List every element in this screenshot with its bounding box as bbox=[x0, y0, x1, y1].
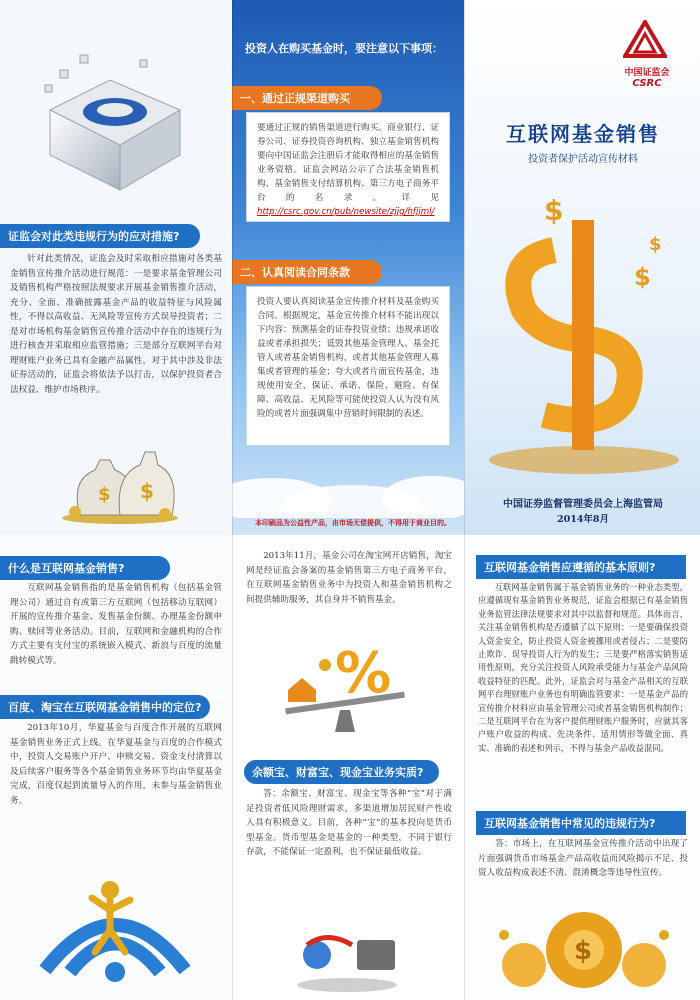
baidu-text: 2013年10月，华夏基金与百度合作开展的互联网基金销售业务正式上线。在华夏基金与百度的合作模式中，投资人交易账户开户、申赎交易、资金支付清算以及后续客户服务等各个基金销售业务环节均由华夏基金完成，百度仅起到流量导入的作用，未参与基金销售业务。 bbox=[10, 723, 222, 806]
gear-figures-graphic bbox=[484, 905, 684, 995]
public-welfare-note: 本印刷品为公益性产品，由市场无偿提供，不得用于商业目的。 bbox=[255, 519, 451, 527]
panel-investor-notes bbox=[232, 0, 464, 535]
cover-title: 互联网基金销售 bbox=[506, 122, 660, 146]
section1-heading: 一、通过正规渠道购买 bbox=[232, 86, 382, 110]
baidu-heading: 百度、淘宝在互联网基金销售中的定位? bbox=[0, 695, 210, 719]
cube-cluster-graphic bbox=[30, 40, 190, 200]
cover-subtitle: 投资者保护活动宣传材料 bbox=[528, 154, 638, 165]
yuebao-text: 答：余额宝、财富宝、现金宝等各种“宝”对于满足投资者低风险理财需求，多渠道增加居民财产性收入具有积极意义。目前，各种“宝”的基本投向是货币型基金。货币型基金是基金的一种类型，不同于银行存款，不能保证一定盈利，也不保证最低收益。 bbox=[246, 789, 452, 857]
globe-money-graphic bbox=[287, 915, 407, 995]
money-bags-graphic bbox=[60, 430, 180, 525]
logo-text-cn: 中国证监会 bbox=[624, 68, 670, 78]
what-text: 互联网基金销售指的是基金销售机构（包括基金管理公司）通过自有或第三方互联网（包括移动互联网）开展的宣传推介基金、发售基金份额、办理基金份额申购、赎回等业务活动。目前，互联网和金融机构的合作方式主要有支付宝的系统嵌入模式、新浪与百度的流量跳转模式等。 bbox=[10, 583, 222, 666]
section1-text: 要通过正规的销售渠道进行购买。商业银行、证券公司、证券投资咨询机构、独立基金销售机构要向中国证监会注册后才能取得相应的基金销售业务资格。证监会网站公示了合法基金销售机构、基金销售支付结算机构、第三方电子商务平台的名录。详见 bbox=[257, 123, 439, 203]
svg-text:$: $ bbox=[140, 479, 154, 503]
taobao-text: 2013年11月，基金公司在淘宝网开店销售，淘宝网是经证监会备案的基金销售第三方电子商务平台，在互联网基金销售业务中为投资人和基金销售机构之间提供辅助服务，其自身并不销售基金。 bbox=[246, 551, 452, 605]
fold-line bbox=[464, 0, 465, 1000]
issue-date: 2014年8月 bbox=[556, 514, 610, 525]
csrc-measures-text: 针对此类情况，证监会及时采取相应措施对各类基金销售宣传推介活动进行规范：一是要求基金管理公司及销售机构严格按照法规要求开展基金销售推介活动，充分、全面、准确披露基金产品的收益特征与风险属性，不得以高收益、无风险等宣传方式误导投资者；二是对市场机构基金销售宣传推介活动中存在的违规行为进行核查并采取相应监管措施；三是部分互联网平台对理财账户业务已具有金融产品属性，对于其中涉及非法证券活动的，证监会将依法予以打击，以保护投资者合法权益、维护市场秩序。 bbox=[10, 254, 222, 395]
svg-text:$: $ bbox=[544, 194, 564, 227]
principle-text: 互联网基金销售属于基金销售业务的一种业态类型，应遵循现有基金销售业务规范，证监会根据已有基金销售业务监管法律法规要求对其中以监督和规范。具体而言，关注基金销售机构是否遵循了以下原则：一是要确保投资人资金安全，防止投资人资金被挪用或者侵占；二是要防止欺诈、误导投资人行为的发生；三是要严格落实销售适用性原则，充分关注投资人风险承受能力与基金产品风险收益特征的匹配。此外，证监会对与基金产品相关的互联网平台理财账户业务也有明确监管要求：一是基金产品的宣传推介材料应由基金管理公司或者基金销售机构制作；二是互联网平台在为客户提供理财账户服务时，应就其客户账户收益的构成、先决条件、适用情形等做全面、真实、准确的表述和列示，不得与基金产品收益混同。 bbox=[478, 582, 688, 753]
principle-heading: 互联网基金销售应遵循的基本原则? bbox=[476, 555, 686, 579]
section1-box bbox=[246, 112, 450, 222]
panel-taobao-and-yuebao bbox=[232, 535, 464, 1000]
csrc-directory-link[interactable]: http://csrc.gov.cn/pub/newsite/zjjg/hfjjml/ bbox=[257, 207, 435, 217]
svg-text:%: % bbox=[335, 641, 392, 706]
section2-heading: 二、认真阅读合同条款 bbox=[232, 260, 382, 284]
csrc-measures-heading: 证监会对此类违规行为的应对措施? bbox=[0, 224, 200, 248]
panel-what-and-baidu bbox=[0, 535, 232, 1000]
violation-heading: 互联网基金销售中常见的违规行为? bbox=[476, 811, 686, 835]
clouds-graphic bbox=[232, 450, 464, 518]
percent-seesaw-graphic bbox=[280, 620, 410, 740]
violation-text: 答：市场上，在互联网基金宣传推介活动中出现了片面强调货币市场基金产品高收益而风险揭示不足、投资人收益构成表述不清、混淆概念等违导性宣传。 bbox=[478, 839, 688, 878]
logo-text-en: CSRC bbox=[632, 78, 662, 89]
fold-line bbox=[232, 0, 233, 1000]
yuebao-heading: 余额宝、财富宝、现金宝业务实质? bbox=[244, 760, 439, 784]
issuer-name: 中国证券监督管理委员会上海监管局 bbox=[503, 499, 663, 510]
wifi-figure-graphic bbox=[30, 860, 200, 990]
csrc-logo-icon bbox=[623, 20, 667, 60]
svg-text:$: $ bbox=[634, 263, 651, 291]
svg-text:$: $ bbox=[98, 484, 111, 505]
what-heading: 什么是互联网基金销售? bbox=[0, 556, 170, 580]
section2-box bbox=[246, 286, 450, 446]
panel-csrc-measures bbox=[0, 0, 232, 535]
svg-text:$: $ bbox=[574, 936, 593, 966]
gold-dollar-sign-graphic bbox=[484, 190, 684, 480]
svg-text:$: $ bbox=[649, 234, 662, 255]
section2-text: 投资人要认真阅读基金宣传推介材料及基金购买合同。根据规定，基金宣传推介材料不能出现以下内容：预测基金的证券投资业绩；违规承诺收益或者承担损失；诋毁其他基金管理人、基金托管人或者基金销售机构，或者其他基金管理人募集或者管理的基金；夸大或者片面宣传基金，违规使用安全、保证、承诺、保险、避险、有保障、高收益、无风险等可能使投资人认为没有风险的或者片面强调集中营销时间限制的表述。 bbox=[257, 297, 439, 419]
investor-intro: 投资人在购买基金时，要注意以下事项： bbox=[245, 42, 443, 55]
panel-principles-and-violations bbox=[464, 535, 700, 1000]
